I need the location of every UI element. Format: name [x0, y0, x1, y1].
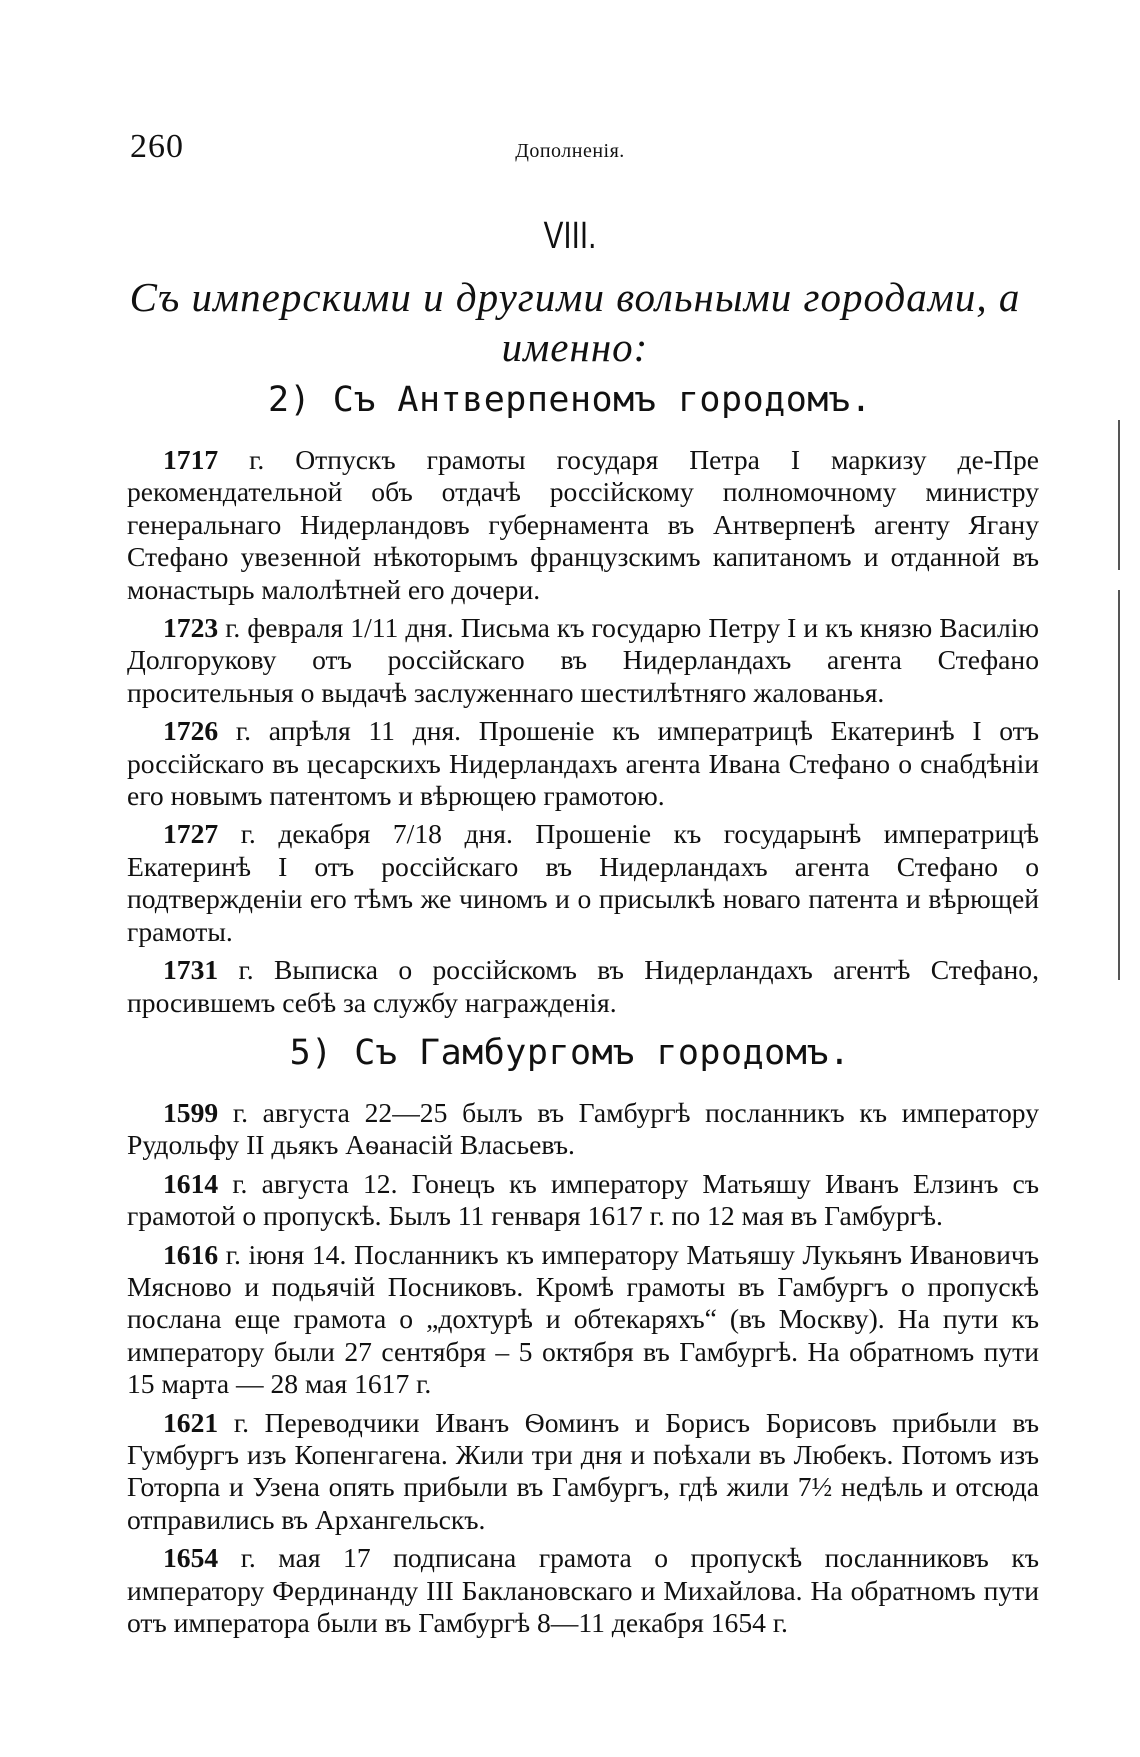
entry-year: 1731: [163, 954, 219, 986]
entry-year: 1727: [163, 818, 219, 850]
entry-year: 1723: [163, 612, 219, 644]
section-title-antwerp: 2) Съ Антверпеномъ городомъ.: [267, 380, 872, 420]
entry-year: 1614: [163, 1167, 219, 1199]
chapter-title: Съ имперскими и другими вольными городами, а именно:: [129, 274, 1021, 370]
entry: [127, 715, 1039, 812]
entry: [127, 444, 1039, 606]
entry-text: г. мая 17 подписана грамота о пропускѣ посланниковъ къ императору Фердинанду III Баклановскаго и Михайлова. На обратномъ пути отъ императора были въ Гамбургѣ 8—11 декабря 1654 г.: [127, 1542, 1039, 1639]
entry-year: 1621: [163, 1406, 219, 1438]
entry: [127, 1407, 1039, 1537]
entry: [127, 1542, 1039, 1639]
entries-antwerp: [127, 444, 1039, 1025]
entry: [127, 1097, 1039, 1162]
entry-text: г. декабря 7/18 дня. Прошеніе къ государынѣ императрицѣ Екатеринѣ I отъ россійскаго въ Нидерландахъ агента Стефано о подтвержденіи его тѣмъ же чиномъ и о присылкѣ новаго патента и вѣрющей грамоты.: [127, 818, 1039, 947]
entry-year: 1717: [163, 444, 219, 475]
section-title-hamburg: 5) Съ Гамбургомъ городомъ.: [289, 1033, 851, 1073]
margin-rule: [1118, 590, 1120, 980]
entry-text: г. Переводчики Иванъ Ѳоминъ и Борисъ Борисовъ прибыли въ Гумбургъ изъ Копенгагена. Жили три дня и поѣхали въ Любекъ. Потомъ изъ Готорпа и Узена опять прибыли въ Гамбургъ, гдѣ жили 7½ недѣль и отсюда отправились въ Архангельскъ.: [127, 1406, 1039, 1535]
entry-text: г. февраля 1/11 дня. Письма къ государю Петру I и къ князю Василію Долгорукову отъ россійскаго въ Нидерландахъ агента Стефано просительныя о выдачѣ заслуженнаго шестилѣтняго жалованья.: [127, 612, 1039, 708]
entry-text: г. августа 12. Гонецъ къ императору Матьяшу Иванъ Елзинъ съ грамотой о пропускѣ. Былъ 11 генваря 1617 г. по 12 мая въ Гамбургѣ.: [127, 1167, 1039, 1232]
entry-year: 1726: [163, 715, 219, 747]
page-number: 260: [130, 128, 184, 165]
entry-text: г. іюня 14. Посланникъ къ императору Матьяшу Лукьянъ Ивановичъ Мясново и подьячій Посниковъ. Кромѣ грамоты въ Гамбургъ о пропускѣ послана еще грамота о „дохтурѣ и обтекаряхъ“ (въ Москву). На пути къ императору были 27 сентября – 5 октября въ Гамбургѣ. На обратномъ пути 15 марта — 28 мая 1617 г.: [127, 1238, 1039, 1400]
entry: [127, 1168, 1039, 1233]
entry-text: г. августа 22—25 былъ въ Гамбургѣ посланникъ къ императору Рудольфу II дьякъ Аѳанасій Власьевъ.: [127, 1097, 1039, 1161]
running-head: Дополненія.: [515, 140, 625, 162]
entry: [127, 612, 1039, 709]
entry-year: 1616: [163, 1238, 219, 1270]
chapter-number: VIII.: [543, 215, 597, 257]
entry: [127, 954, 1039, 1019]
margin-rule: [1118, 420, 1120, 570]
entry-text: г. Отпускъ грамоты государя Петра I маркизу де-Пре рекомендательной объ отдачѣ россійскому полномочному министру генеральнаго Нидерландовъ губернамента въ Антверпенѣ агенту Ягану Стефано увезенной нѣкоторымъ французскимъ капитаномъ и отданной въ монастырь малолѣтней его дочери.: [127, 444, 1039, 605]
entry: [127, 1239, 1039, 1401]
entry-year: 1599: [163, 1097, 219, 1128]
entry-text: г. апрѣля 11 дня. Прошеніе къ императрицѣ Екатеринѣ I отъ россійскаго въ цесарскихъ Нидерландахъ агента Ивана Стефано о снабдѣніи его новымъ патентомъ и вѣрющею грамотою.: [127, 715, 1039, 812]
entries-hamburg: [127, 1097, 1039, 1646]
entry-text: г. Выписка о россійскомъ въ Нидерландахъ агентѣ Стефано, просившемъ себѣ за службу награжденія.: [127, 954, 1039, 1018]
entry-year: 1654: [163, 1542, 219, 1574]
entry: [127, 818, 1039, 948]
